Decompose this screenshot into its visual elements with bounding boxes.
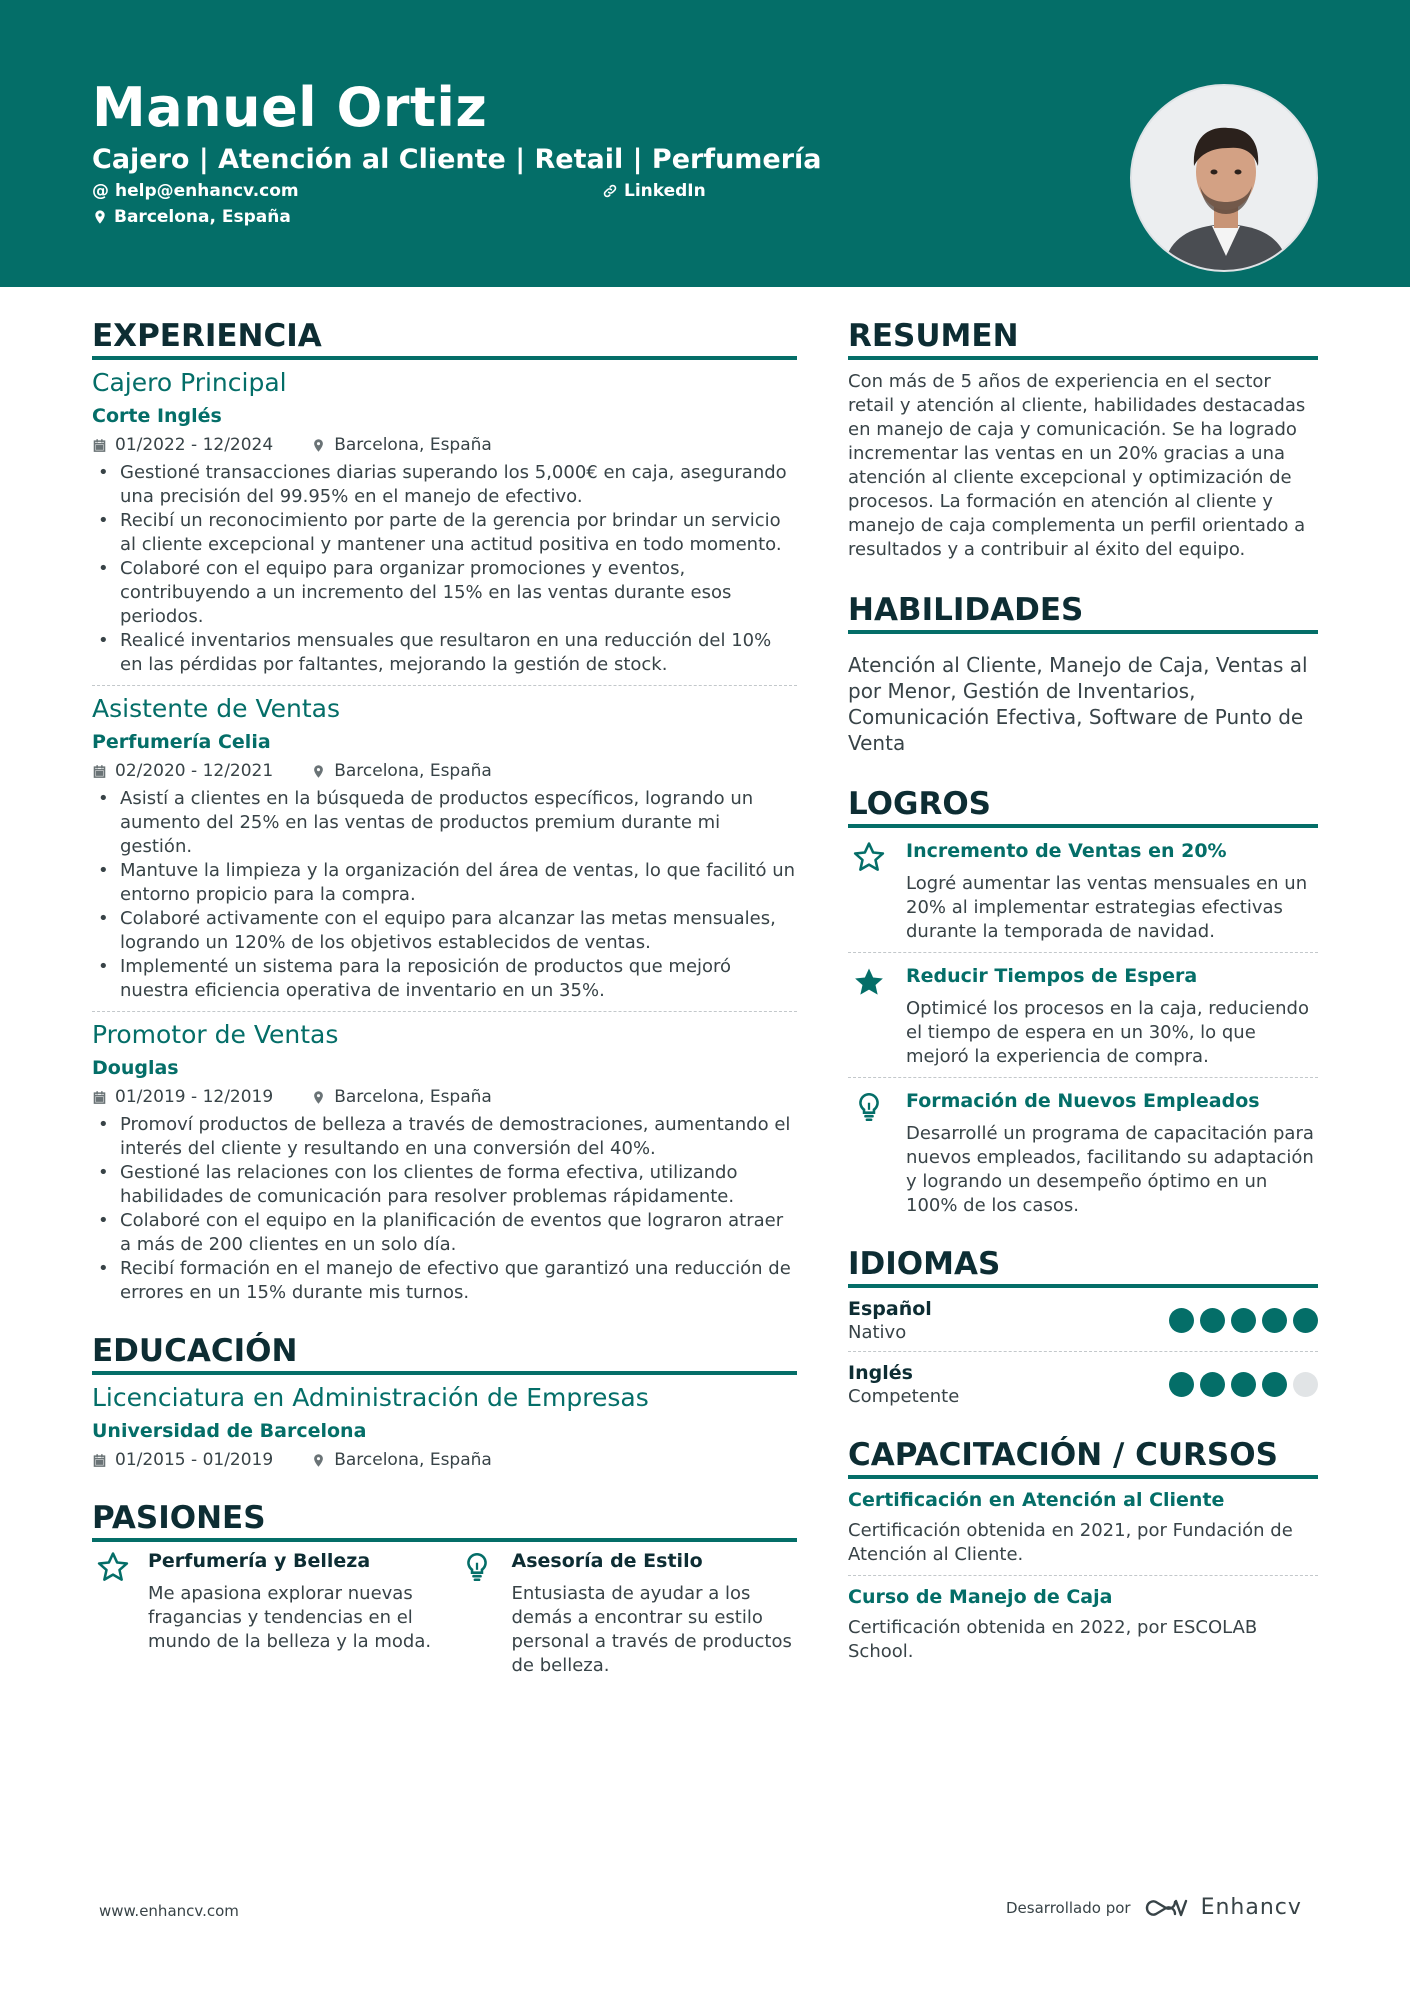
rating-dot-filled: [1200, 1308, 1225, 1333]
job-bullets: [92, 461, 797, 677]
location-pin-icon: [311, 764, 326, 779]
skills-text: Atención al Cliente, Manejo de Caja, Ventas al por Menor, Gestión de Inventarios, Comunicación Efectiva, Software de Punto de Venta: [848, 653, 1308, 755]
experience-entry: [92, 368, 797, 686]
calendar-icon: [92, 1090, 107, 1105]
job-meta: [92, 761, 797, 781]
course-item: [848, 1489, 1318, 1567]
bullet-item: • Colaboré activamente con el equipo para alcanzar las metas mensuales, logrando un 120% de los objetivos establecidos de ventas.: [92, 907, 797, 955]
lightbulb-icon: [852, 1090, 886, 1124]
achievement-desc: Logré aumentar las ventas mensuales en un 20% al implementar estrategias efectivas durante la temporada de navidad.: [906, 873, 1308, 942]
bullet-item: • Implementé un sistema para la reposición de productos que mejoró nuestra eficiencia operativa de inventario en un 35%.: [92, 955, 797, 1003]
passions-list: [92, 1550, 797, 1678]
rating-dot-filled: [1200, 1372, 1225, 1397]
language-item: [848, 1352, 1318, 1407]
course-title: Curso de Manejo de Caja: [848, 1586, 1113, 1608]
company-name: Perfumería Celia: [92, 731, 271, 753]
rating-dot-empty: [1293, 1372, 1318, 1397]
education-meta: [92, 1450, 797, 1470]
calendar-icon: [92, 438, 107, 453]
achievement-item: [848, 828, 1318, 944]
job-bullets: [92, 787, 797, 1003]
bullet-item: • Recibí un reconocimiento por parte de la gerencia por brindar un servicio al cliente excepcional y mantener una actitud positiva en todo momento.: [92, 509, 797, 557]
location-text: Barcelona, España: [114, 207, 291, 227]
candidate-name: Manuel Ortiz: [92, 76, 488, 139]
divider: [92, 1011, 797, 1012]
job-meta: [92, 435, 797, 455]
language-rating: [1169, 1308, 1318, 1333]
right-column: [848, 318, 1318, 1664]
language-item: [848, 1288, 1318, 1343]
education-entry: [92, 1383, 797, 1470]
achievement-desc: Optimicé los procesos en la caja, reduciendo el tiempo de espera en un 30%, lo que mejoró la experiencia de compra.: [906, 998, 1309, 1067]
bullet-item: • Realicé inventarios mensuales que resultaron en una reducción del 10% en las pérdidas por faltantes, mejorando la gestión de stock.: [92, 629, 797, 677]
bullet-item: • Colaboré con el equipo en la planificación de eventos que lograron atraer a más de 200 clientes en un solo día.: [92, 1209, 797, 1257]
course-title: Certificación en Atención al Cliente: [848, 1489, 1225, 1511]
divider: [92, 685, 797, 686]
experience-entry: [92, 694, 797, 1012]
brand-name: Enhancv: [1200, 1895, 1302, 1920]
job-location: Barcelona, España: [334, 435, 492, 455]
footer-website[interactable]: www.enhancv.com: [99, 1902, 239, 1920]
rating-dot-filled: [1262, 1372, 1287, 1397]
experience-entry: [92, 1020, 797, 1305]
location-pin-icon: [311, 1453, 326, 1468]
star-outline-icon: [852, 840, 886, 874]
school-name: Universidad de Barcelona: [92, 1420, 367, 1442]
job-location: Barcelona, España: [334, 1087, 492, 1107]
passion-item: [92, 1550, 434, 1678]
passion-title: Perfumería y Belleza: [148, 1550, 371, 1572]
job-dates: 01/2019 - 12/2019: [115, 1087, 274, 1107]
powered-by-text: Desarrollado por: [1006, 1898, 1131, 1917]
bullet-item: • Gestioné transacciones diarias superando los 5,000€ en caja, asegurando una precisión del 99.95% en el manejo de efectivo.: [92, 461, 797, 509]
footer-branding[interactable]: [1006, 1895, 1302, 1920]
skills-heading: HABILIDADES: [848, 592, 1318, 634]
summary-heading: RESUMEN: [848, 318, 1318, 360]
job-location: Barcelona, España: [334, 761, 492, 781]
job-dates: 01/2022 - 12/2024: [115, 435, 274, 455]
achievement-desc: Desarrollé un programa de capacitación para nuevos empleados, facilitando su adaptación y logrando un desempeño óptimo en un 100% de los casos.: [906, 1123, 1314, 1216]
bullet-item: • Colaboré con el equipo para organizar promociones y eventos, contribuyendo a un incremento del 15% en las ventas durante esos periodos.: [92, 557, 797, 629]
passion-title: Asesoría de Estilo: [511, 1550, 703, 1572]
languages-heading: IDIOMAS: [848, 1246, 1318, 1288]
star-filled-icon: [852, 965, 886, 999]
education-heading: EDUCACIÓN: [92, 1333, 797, 1375]
experience-heading: EXPERIENCIA: [92, 318, 797, 360]
language-name: Inglés: [848, 1362, 913, 1384]
rating-dot-filled: [1231, 1372, 1256, 1397]
course-desc: Certificación obtenida en 2021, por Fundación de Atención al Cliente.: [848, 1520, 1293, 1565]
job-meta: [92, 1087, 797, 1107]
header-banner: [0, 0, 1410, 287]
bullet-item: • Promoví productos de belleza a través de demostraciones, aumentando el interés del cliente y resultando en una conversión del 40%.: [92, 1113, 797, 1161]
star-outline-icon: [96, 1550, 130, 1584]
passions-heading: PASIONES: [92, 1500, 797, 1542]
divider: [848, 1575, 1318, 1576]
rating-dot-filled: [1262, 1308, 1287, 1333]
job-bullets: [92, 1113, 797, 1305]
course-desc: Certificación obtenida en 2022, por ESCOLAB School.: [848, 1617, 1258, 1662]
rating-dot-filled: [1293, 1308, 1318, 1333]
rating-dot-filled: [1169, 1372, 1194, 1397]
job-dates: 02/2020 - 12/2021: [115, 761, 274, 781]
person-portrait-icon: [1132, 86, 1318, 272]
at-icon: @: [92, 181, 109, 201]
education-location: Barcelona, España: [334, 1450, 492, 1470]
job-title: Promotor de Ventas: [92, 1020, 339, 1049]
rating-dot-filled: [1231, 1308, 1256, 1333]
language-level: Nativo: [848, 1322, 907, 1343]
rating-dot-filled: [1169, 1308, 1194, 1333]
achievements-heading: LOGROS: [848, 786, 1318, 828]
passion-desc: Entusiasta de ayudar a los demás a encontrar su estilo personal a través de productos de belleza.: [511, 1583, 792, 1676]
profile-photo: [1130, 84, 1318, 272]
company-name: Douglas: [92, 1057, 179, 1079]
language-name: Español: [848, 1298, 932, 1320]
headline: Cajero | Atención al Cliente | Retail | Perfumería: [92, 144, 822, 175]
lightbulb-icon: [460, 1550, 494, 1584]
location-pin-icon: [311, 1090, 326, 1105]
achievement-title: Reducir Tiempos de Espera: [906, 965, 1198, 987]
summary-text: Con más de 5 años de experiencia en el sector retail y atención al cliente, habilidades destacadas en manejo de caja y comunicación. Se ha logrado incrementar las ventas en un 20% gracias a una atención al cliente excepcional y optimización de procesos. La formación en atención al cliente y manejo de caja complementa un perfil orientado a resultados y a contribuir al éxito del equipo.: [848, 371, 1306, 560]
company-name: Corte Inglés: [92, 405, 222, 427]
achievement-title: Incremento de Ventas en 20%: [906, 840, 1227, 862]
education-dates: 01/2015 - 01/2019: [115, 1450, 274, 1470]
location-contact: [92, 207, 291, 227]
passion-item: [456, 1550, 798, 1678]
achievement-item: [848, 1078, 1318, 1218]
enhancv-logo-icon: [1143, 1896, 1189, 1920]
linkedin-text: LinkedIn: [624, 181, 706, 201]
link-icon: [602, 183, 618, 199]
calendar-icon: [92, 764, 107, 779]
language-level: Competente: [848, 1386, 960, 1407]
linkedin-contact[interactable]: [602, 181, 706, 201]
email-text: help@enhancv.com: [115, 181, 299, 201]
location-pin-icon: [311, 438, 326, 453]
passion-desc: Me apasiona explorar nuevas fragancias y tendencias en el mundo de la belleza y la moda.: [148, 1583, 432, 1652]
job-title: Cajero Principal: [92, 368, 287, 397]
achievement-item: [848, 953, 1318, 1069]
course-item: [848, 1586, 1318, 1664]
email-contact[interactable]: [92, 181, 299, 201]
location-pin-icon: [92, 209, 108, 225]
bullet-item: • Gestioné las relaciones con los clientes de forma efectiva, utilizando habilidades de comunicación para resolver problemas rápidamente.: [92, 1161, 797, 1209]
degree-title: Licenciatura en Administración de Empresas: [92, 1383, 649, 1412]
bullet-item: • Recibí formación en el manejo de efectivo que garantizó una reducción de errores en un 15% durante mis turnos.: [92, 1257, 797, 1305]
calendar-icon: [92, 1453, 107, 1468]
job-title: Asistente de Ventas: [92, 694, 340, 723]
language-rating: [1169, 1372, 1318, 1397]
achievement-title: Formación de Nuevos Empleados: [906, 1090, 1260, 1112]
left-column: [92, 318, 797, 1678]
bullet-item: • Asistí a clientes en la búsqueda de productos específicos, logrando un aumento del 25% en las ventas de productos premium durante mi gestión.: [92, 787, 797, 859]
bullet-item: • Mantuve la limpieza y la organización del área de ventas, lo que facilitó un entorno propicio para la compra.: [92, 859, 797, 907]
courses-heading: CAPACITACIÓN / CURSOS: [848, 1437, 1318, 1479]
